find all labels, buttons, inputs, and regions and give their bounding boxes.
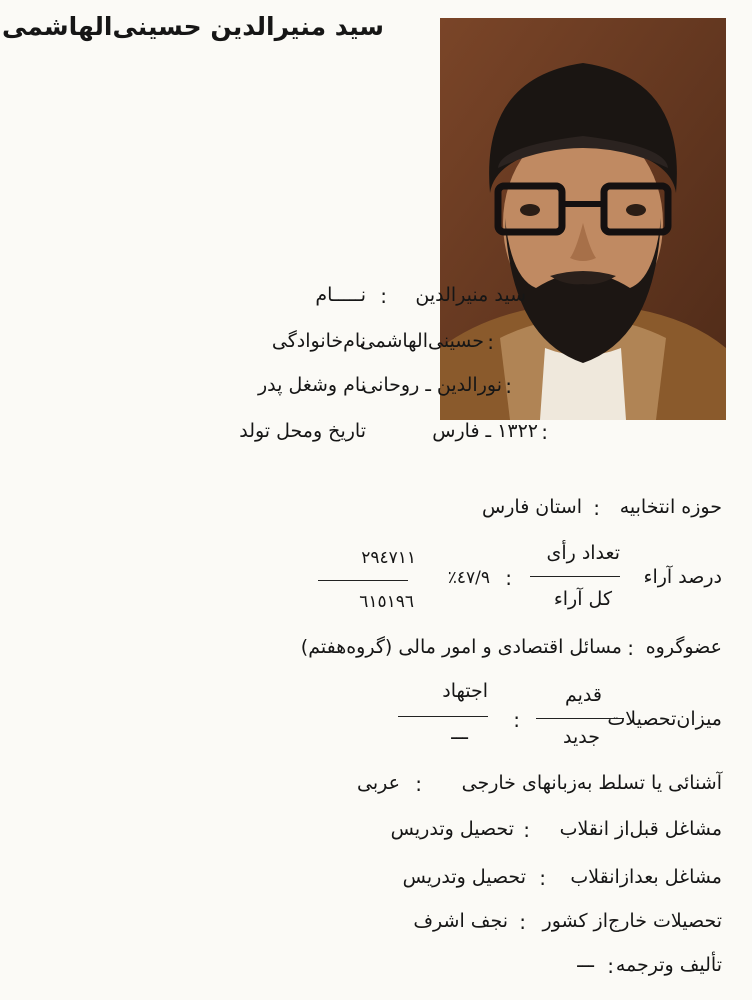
job-after-label: مشاغل بعدازانقلاب	[570, 866, 722, 888]
abroad-separator: :	[519, 910, 526, 934]
books-separator: :	[607, 954, 614, 978]
father-separator: :	[505, 374, 512, 398]
education-separator: :	[513, 708, 520, 732]
education-value-line	[398, 716, 488, 717]
group-label: عضوگروه	[645, 636, 722, 658]
count-fraction-line	[318, 580, 408, 581]
family-separator: :	[487, 330, 494, 354]
birth-separator: :	[541, 420, 548, 444]
page-title: سید منیرالدین حسینی‌الهاشمی	[1, 12, 384, 41]
abroad-value: نجف اشرف	[413, 910, 508, 932]
languages-label: آشنائی یا تسلط به‌زبانهای خارجی	[461, 772, 722, 794]
job-before-separator: :	[523, 818, 530, 842]
votes-denominator-label: کل آراء	[553, 588, 612, 610]
name-label: نـــــام	[315, 284, 366, 306]
job-after-value: تحصیل وتدریس	[402, 866, 526, 888]
vote-separator: :	[505, 566, 512, 590]
books-value: ـــ	[577, 950, 594, 972]
education-old-value: اجتهاد	[442, 680, 488, 702]
group-value: مسائل اقتصادی و امور مالی (گروه‌هفتم)	[300, 636, 622, 658]
education-fraction-line	[536, 718, 624, 719]
languages-separator: :	[415, 772, 422, 796]
name-value: سید منیرالدین	[415, 284, 526, 306]
father-value: نورالدین ـ روحانی	[362, 374, 502, 396]
district-label: حوزه انتخابیه	[619, 496, 722, 518]
education-old-label: قدیم	[565, 684, 602, 706]
father-label: نام وشغل پدر	[257, 374, 366, 396]
job-before-value: تحصیل وتدریس	[390, 818, 514, 840]
birth-value: ۱۳۲۲ ـ فارس	[432, 420, 538, 442]
portrait-photo	[440, 18, 726, 420]
votes-numerator-label: تعداد رأی	[546, 542, 620, 564]
abroad-label: تحصیلات خارج‌از کشور	[542, 910, 722, 932]
vote-fraction-line	[530, 576, 620, 577]
birth-label: تاریخ ومحل تولد	[239, 420, 366, 442]
education-label: میزان‌تحصیلات	[607, 708, 722, 730]
total-votes: ٦١٥١٩٦	[359, 592, 414, 612]
books-label: تألیف وترجمه	[615, 954, 722, 976]
education-new-label: جدید	[563, 726, 600, 748]
languages-value: عربی	[357, 772, 400, 794]
district-value: استان فارس	[482, 496, 582, 518]
education-new-value: ـــ	[451, 722, 468, 744]
votes-count: ٢٩٤٧١١	[361, 548, 416, 568]
district-separator: :	[593, 496, 600, 520]
vote-percent-value: ٪٤٧/٩	[447, 568, 490, 588]
job-before-label: مشاغل قبل‌از انقلاب	[559, 818, 722, 840]
name-separator: :	[380, 284, 387, 308]
family-value: حسینی‌الهاشمی	[359, 330, 484, 352]
group-separator: :	[627, 636, 634, 660]
vote-percent-label: درصد آراء	[643, 566, 722, 588]
job-after-separator: :	[539, 866, 546, 890]
family-label: نام‌خانوادگی	[271, 330, 366, 352]
